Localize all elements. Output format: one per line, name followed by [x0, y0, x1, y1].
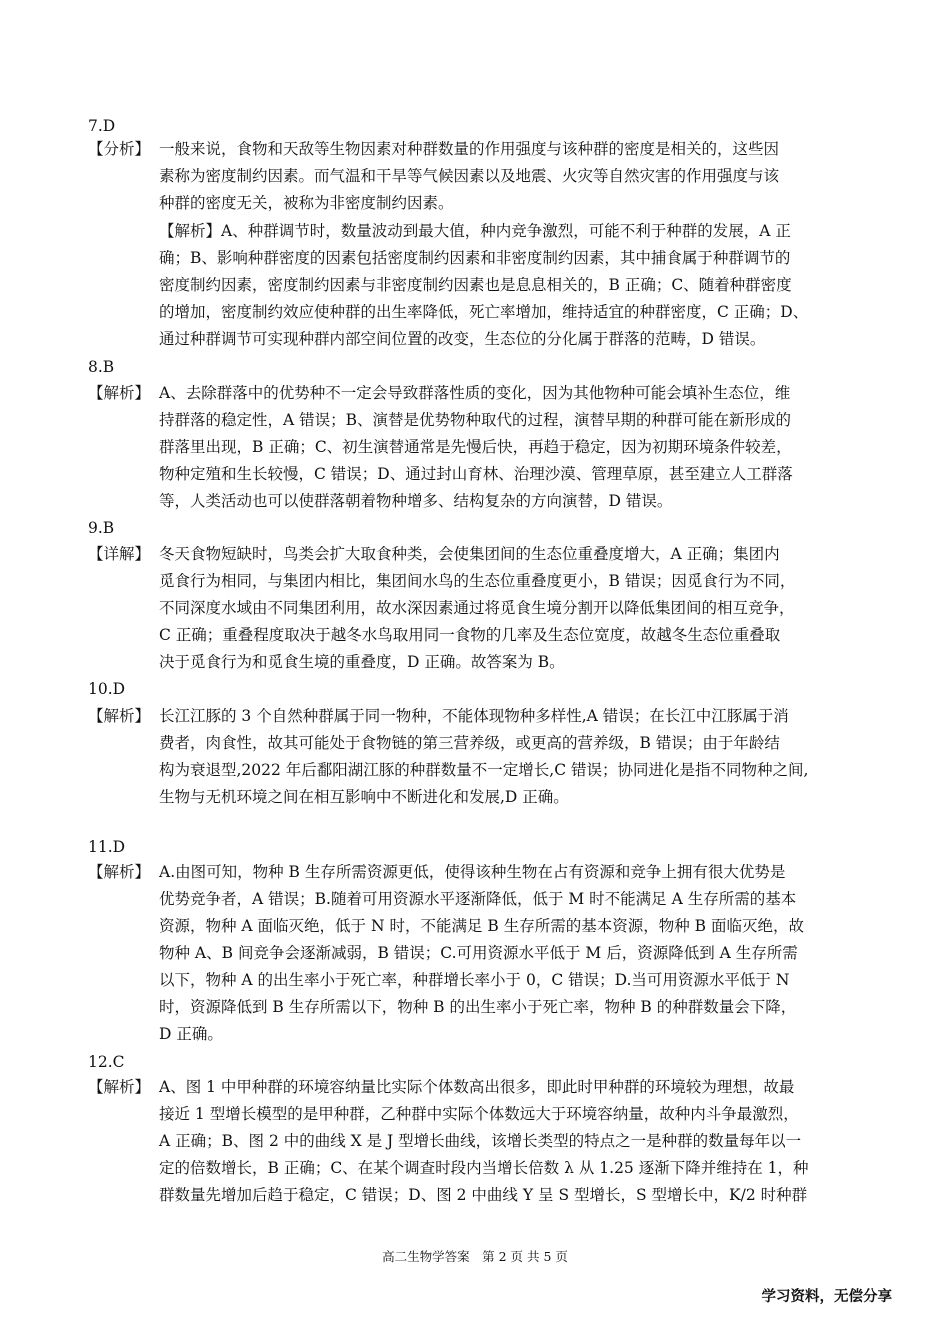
text-line: 构为衰退型,2022 年后鄱阳湖江豚的种群数量不一定增长,C 错误；协同进化是指不同物种之间,: [159, 761, 809, 779]
analysis-tag: 【解析】: [88, 863, 151, 881]
corner-note: 学习资料，无偿分享: [761, 1289, 892, 1305]
question-text: [159, 1074, 859, 1209]
text-line: 时，资源降低到 B 生存所需以下，物种 B 的出生率小于死亡率，物种 B 的种群数量会下降，: [159, 998, 797, 1016]
text-line: 定的倍数增长，B 正确；C、在某个调查时段内当增长倍数 λ 从 1.25 逐渐下降并维持在 1，种: [159, 1159, 809, 1177]
text-line: 决于觅食行为和觅食生境的重叠度，D 正确。故答案为 B。: [159, 653, 565, 671]
question-number: 7.D: [88, 117, 116, 135]
question-number: 8.B: [88, 358, 115, 376]
analysis-tag: 【分析】: [88, 140, 151, 158]
text-line: 确；B、影响种群密度的因素包括密度制约因素和非密度制约因素，其中捕食属于种群调节的: [159, 249, 791, 267]
text-line: 素称为密度制约因素。而气温和干旱等气候因素以及地震、火灾等自然灾害的作用强度与该: [159, 167, 780, 185]
text-line: A、去除群落中的优势种不一定会导致群落性质的变化，因为其他物种可能会填补生态位，维: [159, 384, 791, 402]
text-line: 物种 A、B 间竞争会逐渐减弱，B 错误；C.可用资源水平低于 M 后，资源降低到 A 生存所需: [159, 944, 798, 962]
text-line: A.由图可知，物种 B 生存所需资源更低，使得该种生物在占有资源和竞争上拥有很大优势是: [159, 863, 786, 881]
question-number: 10.D: [88, 680, 126, 698]
text-line: 生物与无机环境之间在相互影响中不断进化和发展,D 正确。: [159, 788, 569, 806]
text-line: 通过种群调节可实现种群内部空间位置的改变，生态位的分化属于群落的范畴，D 错误。: [159, 330, 766, 348]
question-number: 9.B: [88, 519, 115, 537]
text-line: 等，人类活动也可以使群落朝着物种增多、结构复杂的方向演替，D 错误。: [159, 492, 673, 510]
analysis-tag: 【解析】: [88, 1078, 151, 1096]
text-line: A 正确；B、图 2 中的曲线 X 是 J 型增长曲线，该增长类型的特点之一是种群的数量每年以一: [159, 1132, 802, 1150]
text-line: 群数量先增加后趋于稳定，C 错误；D、图 2 中曲线 Y 呈 S 型增长，S 型增长中，K/2 时种群: [159, 1186, 808, 1204]
question-text: [159, 541, 859, 676]
analysis-tag: 【解析】: [88, 707, 151, 725]
question-text: [159, 380, 859, 515]
text-line: 【解析】A、种群调节时，数量波动到最大值，种内竞争激烈，可能不利于种群的发展，A 正: [159, 222, 791, 240]
text-line: 物种定殖和生长较慢，C 错误；D、通过封山育林、治理沙漠、管理草原，甚至建立人工群落: [159, 465, 793, 483]
text-line: 一般来说，食物和天敌等生物因素对种群数量的作用强度与该种群的密度是相关的，这些因: [159, 140, 780, 158]
question-number: 11.D: [88, 838, 126, 856]
text-line: 觅食行为相同，与集团内相比，集团间水鸟的生态位重叠度更小，B 错误；因觅食行为不同，: [159, 572, 796, 590]
text-line: 密度制约因素，密度制约因素与非密度制约因素也是息息相关的，B 正确；C、随着种群密度: [159, 276, 792, 294]
page-footer: 高二生物学答案 第 2 页 共 5 页: [382, 1249, 568, 1264]
question-text: [159, 859, 859, 1048]
text-line: C 正确；重叠程度取决于越冬水鸟取用同一食物的几率及生态位宽度，故越冬生态位重叠取: [159, 626, 781, 644]
text-line: 不同深度水域由不同集团利用，故水深因素通过将觅食生境分割开以降低集团间的相互竞争，: [159, 599, 795, 617]
analysis-tag: 【详解】: [88, 545, 151, 563]
analysis-tag: 【解析】: [88, 384, 151, 402]
question-text: [159, 136, 859, 217]
text-line: 费者，肉食性，故其可能处于食物链的第三营养级，或更高的营养级，B 错误；由于年龄结: [159, 734, 780, 752]
text-line: 群落里出现，B 正确；C、初生演替通常是先慢后快，再趋于稳定，因为初期环境条件较差，: [159, 438, 792, 456]
text-line: 接近 1 型增长模型的是甲种群，乙种群中实际个体数远大于环境容纳量，故种内斗争最激烈，: [159, 1105, 799, 1123]
text-line: 种群的密度无关，被称为非密度制约因素。: [159, 194, 454, 212]
text-line: 长江江豚的 3 个自然种群属于同一物种，不能体现物种多样性,A 错误；在长江中江豚属于消: [159, 707, 789, 725]
text-line: A、图 1 中甲种群的环境容纳量比实际个体数高出很多，即此时甲种群的环境较为理想，故最: [159, 1078, 795, 1096]
text-line: 冬天食物短缺时，鸟类会扩大取食种类，会使集团间的生态位重叠度增大，A 正确；集团内: [159, 545, 780, 563]
text-line: 优势竞争者，A 错误；B.随着可用资源水平逐渐降低，低于 M 时不能满足 A 生存所需的基本: [159, 890, 797, 908]
text-line: 的增加，密度制约效应使种群的出生率降低，死亡率增加，维持适宜的种群密度，C 正确；D、: [159, 303, 809, 321]
text-line: 资源，物种 A 面临灭绝，低于 N 时，不能满足 B 生存所需的基本资源，物种 B 面临灭绝，故: [159, 917, 804, 935]
question-text: [159, 703, 859, 811]
text-line: 持群落的稳定性，A 错误；B、演替是优势物种取代的过程，演替早期的种群可能在新形成的: [159, 411, 792, 429]
text-line: 以下，物种 A 的出生率小于死亡率，种群增长率小于 0，C 错误；D.当可用资源水平低于 N: [159, 971, 790, 989]
question-number: 12.C: [88, 1053, 125, 1071]
text-line: D 正确。: [159, 1025, 223, 1043]
sub-analysis-text: [159, 218, 859, 353]
